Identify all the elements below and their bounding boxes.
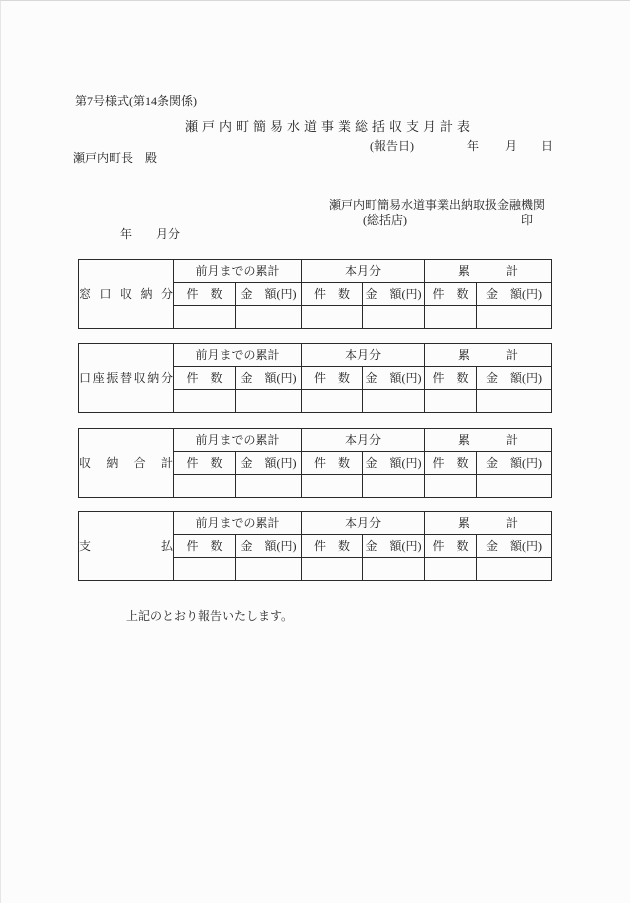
header-current-month: 本月分 bbox=[302, 429, 425, 452]
subheader-amount: 金 額(円) bbox=[477, 283, 552, 306]
cell-month-count bbox=[302, 306, 363, 329]
table-collection-total bbox=[78, 428, 552, 498]
cell-total-count bbox=[425, 558, 477, 581]
cell-total-amount bbox=[477, 475, 552, 498]
subheader-amount: 金 額(円) bbox=[477, 535, 552, 558]
subheader-count: 件 数 bbox=[302, 452, 363, 475]
cell-total-amount bbox=[477, 306, 552, 329]
subheader-count: 件 数 bbox=[174, 367, 236, 390]
cell-month-amount bbox=[363, 306, 425, 329]
subheader-count: 件 数 bbox=[302, 535, 363, 558]
cell-month-count bbox=[302, 558, 363, 581]
subheader-count: 件 数 bbox=[425, 535, 477, 558]
subheader-amount: 金 額(円) bbox=[363, 367, 425, 390]
month-label: 月 bbox=[505, 139, 518, 153]
cell-month-amount bbox=[363, 475, 425, 498]
cell-month-count bbox=[302, 390, 363, 413]
period-label: 年 月分 bbox=[120, 227, 181, 241]
year-label: 年 bbox=[467, 139, 480, 153]
cell-prev-count bbox=[174, 558, 236, 581]
cell-prev-count bbox=[174, 390, 236, 413]
row-label-window-collection bbox=[79, 260, 174, 329]
subheader-count: 件 数 bbox=[174, 452, 236, 475]
addressee: 瀬戸内町長 殿 bbox=[73, 151, 158, 165]
closing-statement: 上記のとおり報告いたします。 bbox=[126, 609, 294, 623]
header-cumulative-total: 累 計 bbox=[425, 260, 552, 283]
subheader-count: 件 数 bbox=[174, 283, 236, 306]
header-cumulative-total: 累 計 bbox=[425, 344, 552, 367]
cell-total-amount bbox=[477, 390, 552, 413]
report-date-label: (報告日) bbox=[370, 139, 414, 153]
subheader-amount: 金 額(円) bbox=[236, 283, 302, 306]
header-prev-cumulative: 前月までの累計 bbox=[174, 344, 302, 367]
document-title: 瀬戸内町簡易水道事業総括収支月計表 bbox=[185, 119, 475, 134]
form-number: 第7号様式(第14条関係) bbox=[75, 94, 197, 108]
subheader-count: 件 数 bbox=[302, 283, 363, 306]
header-prev-cumulative: 前月までの累計 bbox=[174, 429, 302, 452]
subheader-count: 件 数 bbox=[302, 367, 363, 390]
row-label-text: 窓 口 収 納 分 bbox=[79, 287, 173, 301]
cell-prev-count bbox=[174, 475, 236, 498]
row-label-text: 収 納 合 計 bbox=[79, 456, 173, 470]
header-current-month: 本月分 bbox=[302, 260, 425, 283]
header-prev-cumulative: 前月までの累計 bbox=[174, 512, 302, 535]
cell-month-amount bbox=[363, 558, 425, 581]
subheader-amount: 金 額(円) bbox=[363, 535, 425, 558]
subheader-amount: 金 額(円) bbox=[363, 452, 425, 475]
cell-total-amount bbox=[477, 558, 552, 581]
row-label-account-transfer bbox=[79, 344, 174, 413]
subheader-count: 件 数 bbox=[425, 367, 477, 390]
row-label-text: 口 座 振 替 収 納 分 bbox=[79, 371, 173, 385]
header-prev-cumulative: 前月までの累計 bbox=[174, 260, 302, 283]
subheader-amount: 金 額(円) bbox=[236, 452, 302, 475]
seal-label: 印 bbox=[521, 213, 534, 227]
subheader-amount: 金 額(円) bbox=[363, 283, 425, 306]
cell-prev-amount bbox=[236, 390, 302, 413]
table-account-transfer bbox=[78, 343, 552, 413]
cell-month-count bbox=[302, 475, 363, 498]
cell-total-count bbox=[425, 390, 477, 413]
subheader-count: 件 数 bbox=[174, 535, 236, 558]
cell-prev-amount bbox=[236, 475, 302, 498]
row-label-collection-total bbox=[79, 429, 174, 498]
cell-prev-amount bbox=[236, 306, 302, 329]
header-cumulative-total: 累 計 bbox=[425, 429, 552, 452]
subheader-count: 件 数 bbox=[425, 452, 477, 475]
header-cumulative-total: 累 計 bbox=[425, 512, 552, 535]
cell-total-count bbox=[425, 475, 477, 498]
cell-month-amount bbox=[363, 390, 425, 413]
cell-total-count bbox=[425, 306, 477, 329]
header-current-month: 本月分 bbox=[302, 512, 425, 535]
subheader-amount: 金 額(円) bbox=[236, 367, 302, 390]
row-label-payment bbox=[79, 512, 174, 581]
institution-branch: (総括店) bbox=[363, 213, 407, 227]
header-current-month: 本月分 bbox=[302, 344, 425, 367]
subheader-amount: 金 額(円) bbox=[477, 452, 552, 475]
row-label-text: 支 払 bbox=[79, 539, 173, 553]
cell-prev-amount bbox=[236, 558, 302, 581]
subheader-amount: 金 額(円) bbox=[477, 367, 552, 390]
table-payment bbox=[78, 511, 552, 581]
table-window-collection bbox=[78, 259, 552, 329]
institution-name: 瀬戸内町簡易水道事業出納取扱金融機関 bbox=[329, 198, 546, 212]
cell-prev-count bbox=[174, 306, 236, 329]
subheader-count: 件 数 bbox=[425, 283, 477, 306]
subheader-amount: 金 額(円) bbox=[236, 535, 302, 558]
day-label: 日 bbox=[541, 139, 554, 153]
